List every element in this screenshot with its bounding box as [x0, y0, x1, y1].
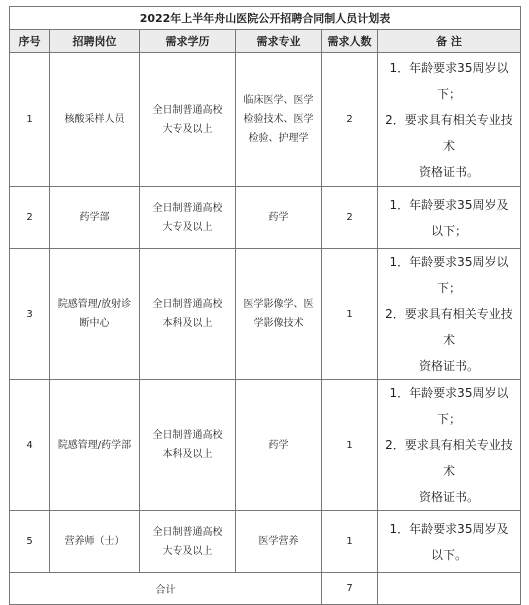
post-line: 断中心 [79, 318, 110, 329]
row-count: 1 [322, 249, 378, 380]
education-line: 大专及以上 [162, 545, 213, 557]
row-major [236, 511, 322, 573]
header-post: 招聘岗位 [50, 30, 140, 53]
note-line: 以下。 [430, 547, 467, 562]
major-line: 检验技术、医学 [243, 114, 314, 125]
row-notes [378, 249, 521, 380]
note-line: 下； [436, 281, 461, 295]
major-line: 检验、护理学 [248, 133, 309, 144]
note-line: 1．年龄要求35周岁及 [389, 521, 509, 536]
row-count: 2 [322, 53, 378, 187]
total-count: 7 [322, 573, 378, 605]
row-post: 营养师（士） [50, 511, 140, 573]
major-line: 药学 [268, 439, 289, 451]
row-notes [378, 380, 521, 511]
note-line: 1．年龄要求35周岁以 [389, 255, 509, 269]
row-no: 2 [10, 187, 50, 249]
row-education [140, 511, 236, 573]
row-education [140, 187, 236, 249]
education-line: 全日制普通高校 [152, 526, 223, 538]
education-line: 本科及以上 [162, 318, 213, 329]
table-row [10, 511, 521, 573]
header-no: 序号 [10, 30, 50, 53]
row-major [236, 53, 322, 187]
row-notes [378, 187, 521, 249]
note-line: 资格证书。 [418, 359, 479, 373]
header-notes: 备 注 [378, 30, 521, 53]
row-major [236, 249, 322, 380]
row-notes [378, 511, 521, 573]
major-line: 医学营养 [258, 536, 299, 547]
row-no: 3 [10, 249, 50, 380]
education-line: 全日制普通高校 [152, 299, 223, 310]
note-line: 下； [436, 86, 461, 101]
recruitment-plan-table-wrapper [9, 6, 520, 605]
note-line: 以下； [430, 223, 467, 238]
major-line: 药学 [268, 212, 289, 223]
header-major: 需求专业 [236, 30, 322, 53]
header-count: 需求人数 [322, 30, 378, 53]
row-count: 1 [322, 380, 378, 511]
row-no: 4 [10, 380, 50, 511]
note-line: 2．要求具有相关专业技术 [385, 438, 513, 478]
row-no: 5 [10, 511, 50, 573]
note-line: 资格证书。 [418, 490, 479, 504]
major-line: 医学影像学、医 [243, 299, 314, 310]
note-line: 1．年龄要求35周岁以 [389, 60, 509, 75]
education-line: 全日制普通高校 [152, 104, 223, 116]
major-line: 临床医学、医学 [243, 95, 314, 106]
post-line: 院感管理/放射诊 [57, 299, 132, 310]
table-row [10, 380, 521, 511]
header-education: 需求学历 [140, 30, 236, 53]
education-line: 大专及以上 [162, 221, 213, 233]
major-line: 学影像技术 [253, 318, 304, 329]
education-line: 全日制普通高校 [152, 430, 223, 441]
table-title: 2022年上半年舟山医院公开招聘合同制人员计划表 [10, 7, 521, 30]
education-line: 全日制普通高校 [152, 202, 223, 214]
total-notes-empty [378, 573, 521, 605]
total-row [10, 573, 521, 605]
row-post: 院感管理/药学部 [50, 380, 140, 511]
row-major [236, 380, 322, 511]
row-post: 药学部 [50, 187, 140, 249]
row-education [140, 380, 236, 511]
row-no: 1 [10, 53, 50, 187]
table-row [10, 187, 521, 249]
row-count: 1 [322, 511, 378, 573]
note-line: 2．要求具有相关专业技术 [385, 112, 513, 153]
note-line: 2．要求具有相关专业技术 [385, 307, 513, 347]
row-notes [378, 53, 521, 187]
note-line: 资格证书。 [418, 164, 479, 179]
row-count: 2 [322, 187, 378, 249]
note-line: 下； [436, 412, 461, 426]
recruitment-plan-table [9, 6, 521, 605]
row-education [140, 249, 236, 380]
row-post: 核酸采样人员 [50, 53, 140, 187]
education-line: 本科及以上 [162, 449, 213, 460]
row-post [50, 249, 140, 380]
total-label: 合计 [10, 573, 322, 605]
note-line: 1．年龄要求35周岁以 [389, 386, 509, 400]
education-line: 大专及以上 [162, 123, 213, 135]
row-major [236, 187, 322, 249]
table-row [10, 53, 521, 187]
table-row [10, 249, 521, 380]
row-education [140, 53, 236, 187]
header-row [10, 30, 521, 53]
note-line: 1．年龄要求35周岁及 [389, 197, 509, 212]
